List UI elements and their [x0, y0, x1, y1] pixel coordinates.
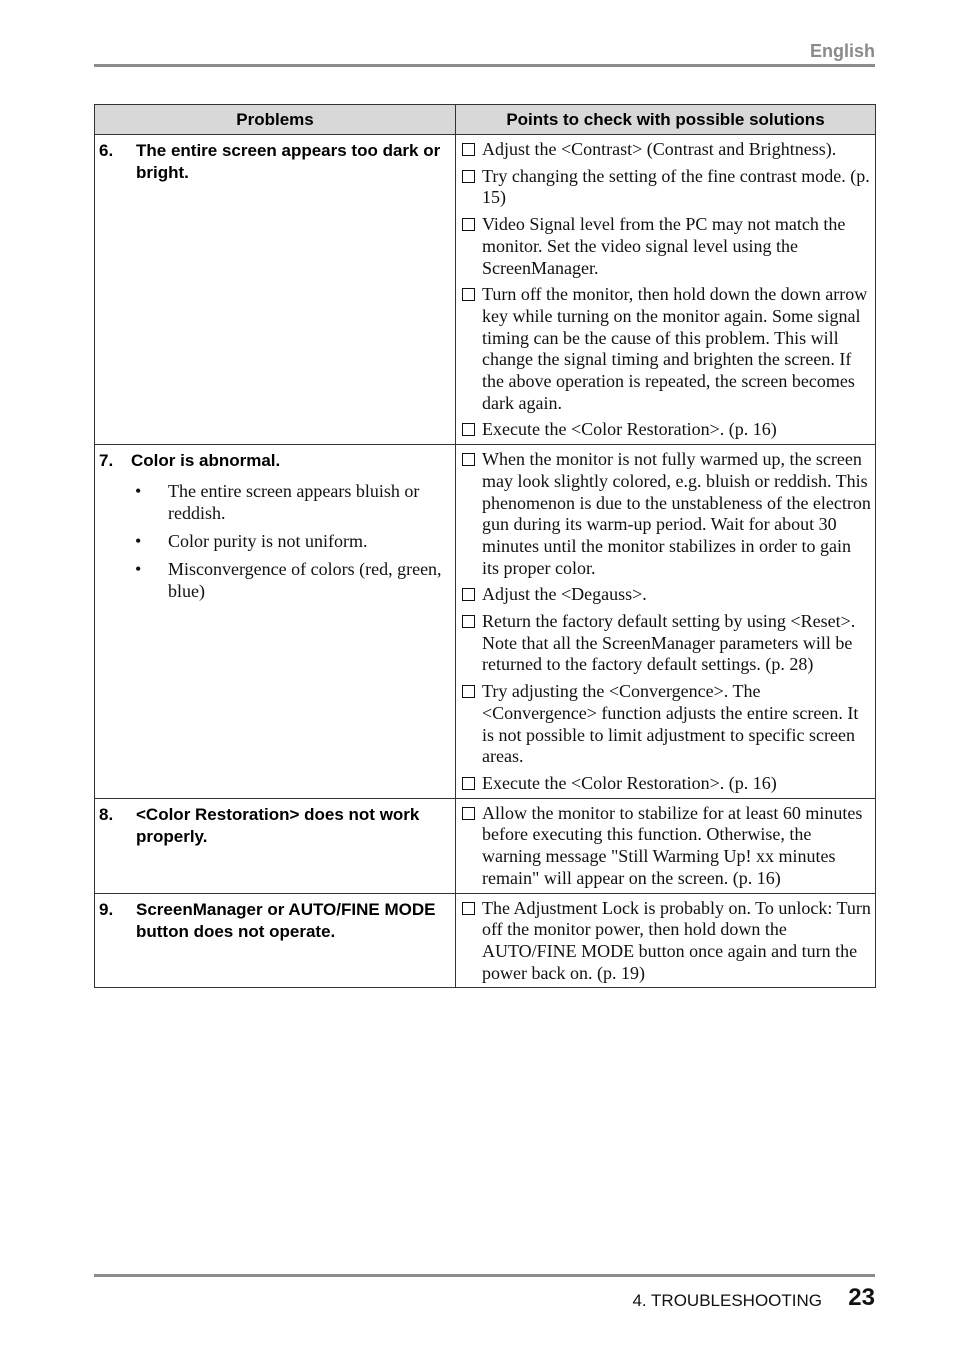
table-row	[95, 798, 876, 893]
solution-text: Adjust the <Contrast> (Contrast and Brightness).	[482, 139, 837, 159]
problem-text: The entire screen appears too dark or bright.	[136, 141, 441, 182]
solution-item	[462, 611, 871, 676]
table-header-row	[95, 105, 876, 135]
symptom-text: Color purity is not uniform.	[168, 531, 368, 552]
table-row	[95, 135, 876, 445]
solution-item	[462, 803, 871, 890]
solution-item	[462, 584, 871, 606]
symptom-item	[135, 530, 447, 552]
solution-item	[462, 449, 871, 579]
solutions-cell	[456, 135, 876, 445]
solution-text: The Adjustment Lock is probably on. To unlock: Turn off the monitor power, then hold down the AUTO/FINE MODE button once again and turn the power back on. (p. 19)	[482, 897, 871, 983]
solution-item	[462, 166, 871, 209]
checkbox-icon	[462, 685, 475, 698]
solution-text: Turn off the monitor, then hold down the down arrow key while turning on the monitor again. Some signal timing can be the cause of this problem. This will change the signal timing and brighten the screen. If the above operation is repeated, the screen becomes dark again.	[482, 284, 868, 413]
solution-item	[462, 419, 871, 441]
problem-cell	[95, 445, 456, 799]
solution-text: Allow the monitor to stabilize for at least 60 minutes before executing this function. Otherwise, the warning message "Still Warming Up! xx minutes remain" will appear on the screen. (p. 16)	[482, 802, 863, 888]
checkbox-icon	[462, 453, 475, 466]
symptom-text: The entire screen appears bluish or reddish.	[168, 481, 420, 524]
solution-item	[462, 284, 871, 414]
symptom-item	[135, 558, 447, 602]
problem-number: 6.	[99, 141, 114, 160]
checkbox-icon	[462, 170, 475, 183]
column-header-problems: Problems	[95, 105, 456, 135]
checkbox-icon	[462, 588, 475, 601]
footer-section-title: 4. TROUBLESHOOTING	[632, 1291, 822, 1310]
solution-item	[462, 773, 871, 795]
table-row	[95, 445, 876, 799]
page-number: 23	[848, 1284, 875, 1311]
solutions-cell	[456, 893, 876, 988]
problem-number: 9.	[99, 899, 114, 919]
solution-text: Adjust the <Degauss>.	[482, 584, 647, 605]
solution-text: Try changing the setting of the fine contrast mode. (p. 15)	[482, 165, 870, 208]
table-row	[95, 893, 876, 988]
solution-item	[462, 898, 871, 985]
checkbox-icon	[462, 902, 475, 915]
problem-number: 8.	[99, 804, 114, 824]
bullet-icon: •	[135, 559, 142, 580]
solution-text: Return the factory default setting by using <Reset>. Note that all the ScreenManager parameters will be returned to the factory default settings. (p. 28)	[482, 611, 856, 675]
bullet-icon: •	[135, 531, 142, 552]
checkbox-icon	[462, 777, 475, 790]
solution-text: When the monitor is not fully warmed up, the screen may look slightly colored, e.g. bluish or reddish. This phenomenon is due to the unstableness of the electron gun during its warm-up period. Wait for about 30 minutes until the monitor stabilizes in order to gain its proper color.	[482, 449, 871, 578]
language-label: English	[809, 41, 875, 61]
solution-text: Try adjusting the <Convergence>. The <Convergence> function adjusts the entire screen. It is not possible to limit adjustment to specific screen areas.	[482, 681, 859, 767]
solutions-cell	[456, 798, 876, 893]
bullet-icon: •	[135, 481, 142, 502]
solution-item	[462, 681, 871, 768]
problem-cell	[95, 893, 456, 988]
problem-number: 7.	[99, 451, 114, 471]
symptom-text: Misconvergence of colors (red, green, blue)	[168, 559, 442, 602]
symptom-list	[95, 480, 455, 602]
solutions-cell	[456, 445, 876, 799]
column-header-solutions: Points to check with possible solutions	[456, 105, 876, 135]
checkbox-icon	[462, 288, 475, 301]
solution-text: Execute the <Color Restoration>. (p. 16)	[482, 419, 777, 440]
problem-text: <Color Restoration> does not work properly.	[136, 804, 420, 846]
problem-cell	[95, 798, 456, 893]
checkbox-icon	[462, 807, 475, 820]
symptom-item	[135, 480, 447, 524]
solution-text: Video Signal level from the PC may not match the monitor. Set the video signal level using the ScreenManager.	[482, 214, 846, 278]
checkbox-icon	[462, 143, 475, 156]
solution-item	[462, 214, 871, 279]
solution-item	[462, 139, 871, 161]
solution-text: Execute the <Color Restoration>. (p. 16)	[482, 772, 777, 793]
footer-rule	[94, 1274, 875, 1277]
problem-text: ScreenManager or AUTO/FINE MODE button does not operate.	[136, 899, 436, 941]
problem-text: Color is abnormal.	[131, 451, 281, 471]
troubleshooting-table	[94, 104, 876, 988]
problem-cell	[95, 135, 456, 445]
checkbox-icon	[462, 218, 475, 231]
checkbox-icon	[462, 615, 475, 628]
checkbox-icon	[462, 423, 475, 436]
header-rule	[94, 64, 875, 67]
